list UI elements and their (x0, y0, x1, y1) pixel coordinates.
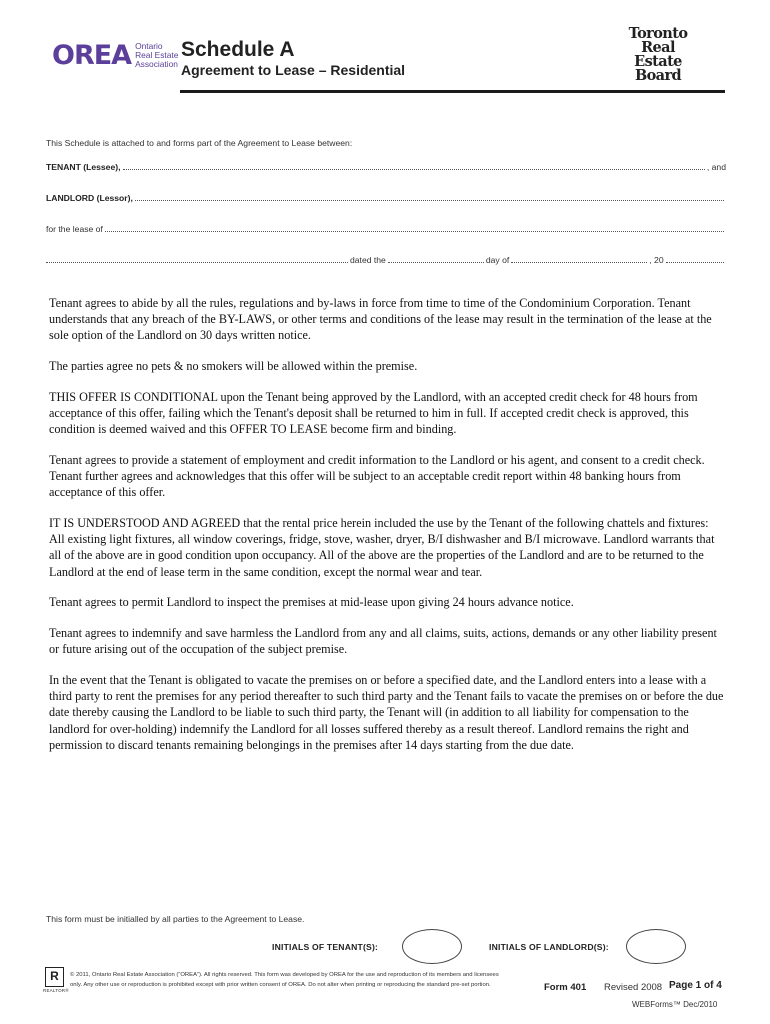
page-number: Page 1 of 4 (669, 980, 722, 991)
landlord-line (46, 193, 726, 203)
clause-chattels: IT IS UNDERSTOOD AND AGREED that the rental price herein included the use by the Tenant of the following chattels and fixtures: All existing light fixtures, all window coverings, fridge, stove, washer, dryer, B/I dishwasher and B/I microwave. Landlord warrants that all of the above are in good condition upon occupancy. All of the above are the properties of the Landlord and are to be returned to the Landlord at the end of lease term in the same condition, except the normal wear and tear. (49, 516, 715, 579)
lease-label: for the lease of (46, 224, 103, 234)
revised-date: Revised 2008 (604, 982, 663, 993)
orea-logo-subtext: Ontario Real Estate Association (135, 41, 179, 69)
tenant-initials-box[interactable] (402, 929, 462, 964)
document-title: Schedule A (181, 38, 295, 61)
tenant-suffix: , and (706, 162, 726, 172)
header-divider (180, 90, 725, 93)
lease-premises-field-continued[interactable] (46, 255, 348, 263)
landlord-name-field[interactable] (135, 193, 724, 201)
clause-condo-rules: Tenant agrees to abide by all the rules, regulations and by-laws in force from time to time of the Condominium Corporation. Tenant understands that any breach of the BY-LAWS, or other terms and conditions of the lease may result in the termination of the lease at the sole option of the Landlord on 30 days written notice. (49, 296, 712, 343)
month-field[interactable] (511, 255, 647, 263)
orea-logo-mark: OREA (52, 40, 132, 71)
form-number: Form 401 (544, 982, 587, 993)
orea-logo (52, 42, 178, 69)
landlord-initials-label: INITIALS OF LANDLORD(S): (489, 942, 609, 952)
date-line (46, 255, 726, 265)
clause-conditional: THIS OFFER IS CONDITIONAL upon the Tenant being approved by the Landlord, with an accepted credit check for 48 hours from acceptance of this offer, failing which the Tenant's deposit shall be returned to him in full. If accepted credit check is approved, this condition is deemed waived and this OFFER TO LEASE become firm and binding. (49, 389, 698, 437)
day-field[interactable] (388, 255, 484, 263)
schedule-clauses (49, 295, 725, 767)
day-of-label: day of (485, 255, 510, 265)
clause-no-pets: The parties agree no pets & no smokers will be allowed within the premise. (49, 359, 418, 374)
clause-credit-check: Tenant agrees to provide a statement of employment and credit information to the Landlord or his agent, and consent to a credit check. Tenant further agrees and acknowledges that this offer will be subject to an acceptable credit report within 48 banking hours from acceptance of this offer. (49, 452, 705, 500)
landlord-initials-box[interactable] (626, 929, 686, 964)
landlord-label: LANDLORD (Lessor), (46, 193, 133, 203)
lease-line (46, 224, 726, 234)
tenant-initials-label: INITIALS OF TENANT(S): (272, 942, 379, 952)
tenant-label: TENANT (Lessee), (46, 162, 121, 172)
tenant-name-field[interactable] (123, 162, 705, 170)
webforms-label: WEBForms™ Dec/2010 (632, 1000, 718, 1009)
dated-label: dated the (350, 255, 386, 265)
copyright-notice: © 2011, Ontario Real Estate Association (“OREA”). All rights reserved. This form was developed by OREA for the use and reproduction of its members and licensees only. Any other use or reproduction is prohibited except with prior written consent of OREA. Do not alter when printing or reproducing the standard pre-set portion. (70, 972, 499, 988)
clause-inspection: Tenant agrees to permit Landlord to inspect the premises at mid-lease upon giving 24 hours advance notice. (49, 595, 574, 610)
clause-indemnify: Tenant agrees to indemnify and save harmless the Landlord from any and all claims, suits, actions, demands or any other liability present or future arising out of the occupation of the subject premise. (49, 626, 717, 657)
tenant-line (46, 162, 726, 172)
treb-logo: Toronto Real Estate Board (628, 25, 688, 84)
lease-premises-field[interactable] (105, 224, 724, 232)
year-label: , 20 (649, 255, 664, 265)
document-subtitle: Agreement to Lease – Residential (181, 62, 406, 78)
schedule-intro: This Schedule is attached to and forms part of the Agreement to Lease between: (46, 138, 353, 148)
year-field[interactable] (666, 255, 724, 263)
realtor-label: REALTOR® (43, 988, 69, 993)
clause-vacate: In the event that the Tenant is obligated to vacate the premises on or before a specified date, and the Landlord enters into a lease with a third party to rent the premises for any period thereafter to such third party and the Tenant fails to vacate the premises on or before the due date thereby causing the Landlord to be liable to such third party, the Tenant will (in addition to all liability for compensation to the landlord for over-holding) indemnify the Landlord for all losses suffered thereby as a result thereof. Landlord remains the right and permission to discard tenants remaining belongings in the premises after 14 days starting from the due date. (49, 672, 724, 752)
realtor-logo-icon: R (45, 967, 64, 987)
initials-note: This form must be initialled by all parties to the Agreement to Lease. (46, 914, 305, 924)
